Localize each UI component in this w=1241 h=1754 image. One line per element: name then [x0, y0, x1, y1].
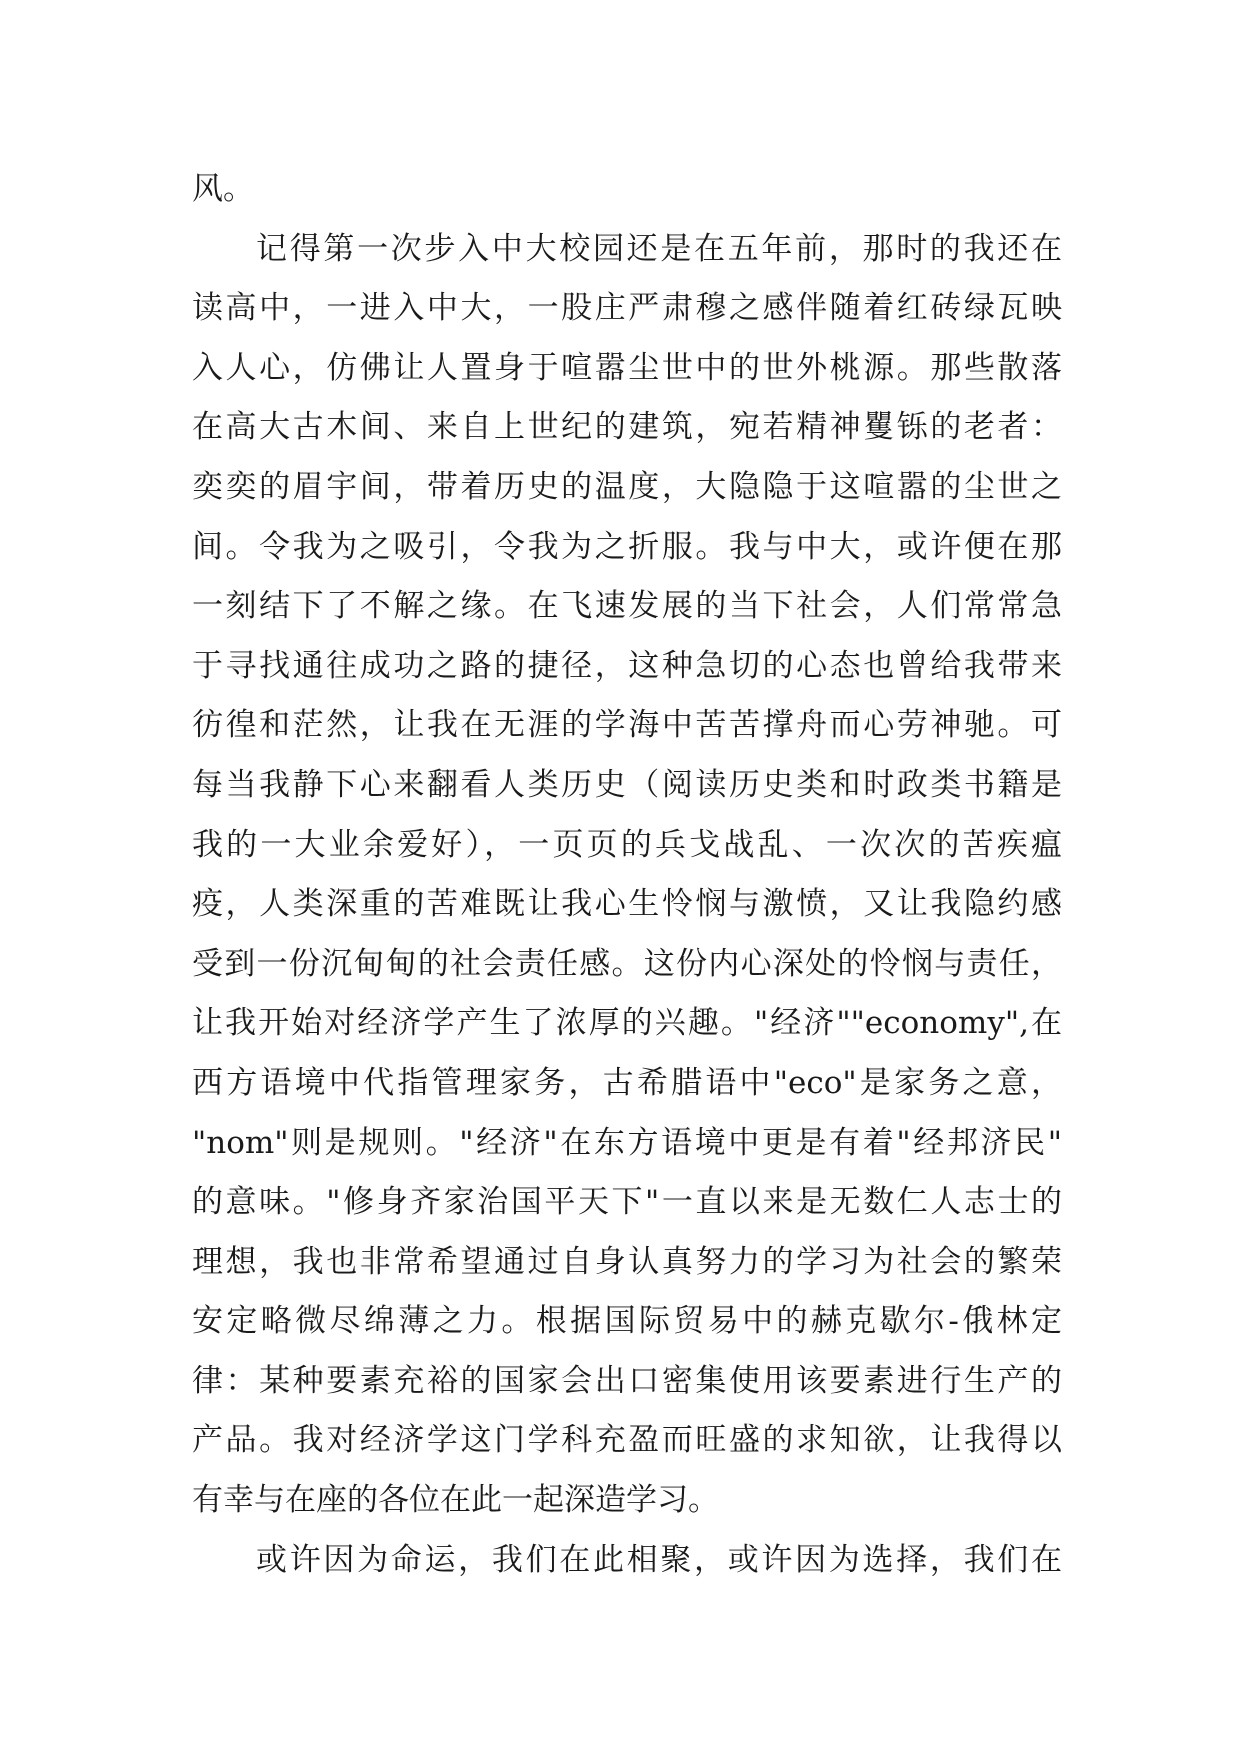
text-line: 奕奕的眉宇间，带着历史的温度，大隐隐于这喧嚣的尘世之 — [192, 468, 1062, 505]
text-line: 我的一大业余爱好），一页页的兵戈战乱、一次次的苦疾瘟 — [192, 826, 1062, 863]
text-line: 每当我静下心来翻看人类历史（阅读历史类和时政类书籍是 — [192, 766, 1062, 803]
text-line: 律：某种要素充裕的国家会出口密集使用该要素进行生产的 — [192, 1362, 1062, 1399]
text-line: 受到一份沉甸甸的社会责任感。这份内心深处的怜悯与责任， — [192, 945, 1062, 982]
text-line: 入人心，仿佛让人置身于喧嚣尘世中的世外桃源。那些散落 — [192, 349, 1062, 386]
text-line: 产品。我对经济学这门学科充盈而旺盛的求知欲，让我得以 — [192, 1422, 1062, 1459]
text-line: 的意味。"修身齐家治国平天下"一直以来是无数仁人志士的 — [192, 1184, 1062, 1221]
text-line: 理想，我也非常希望通过自身认真努力的学习为社会的繁荣 — [192, 1243, 1062, 1280]
text-line: 间。令我为之吸引，令我为之折服。我与中大，或许便在那 — [192, 528, 1062, 565]
text-line: 西方语境中代指管理家务，古希腊语中"eco"是家务之意， — [192, 1064, 1062, 1101]
body-text — [192, 160, 1062, 1590]
text-line: 让我开始对经济学产生了浓厚的兴趣。"经济""economy",在 — [192, 1005, 1062, 1042]
text-line: 安定略微尽绵薄之力。根据国际贸易中的赫克歇尔-俄林定 — [192, 1303, 1062, 1340]
text-line: 一刻结下了不解之缘。在飞速发展的当下社会，人们常常急 — [192, 588, 1062, 625]
text-line: 疫，人类深重的苦难既让我心生怜悯与激愤，又让我隐约感 — [192, 886, 1062, 923]
text-line: 或许因为命运，我们在此相聚，或许因为选择，我们在 — [256, 1541, 1062, 1578]
text-line: "nom"则是规则。"经济"在东方语境中更是有着"经邦济民" — [192, 1124, 1062, 1161]
text-line: 读高中，一进入中大，一股庄严肃穆之感伴随着红砖绿瓦映 — [192, 290, 1062, 327]
text-line: 风。 — [192, 171, 254, 207]
text-line: 记得第一次步入中大校园还是在五年前，那时的我还在 — [256, 230, 1062, 267]
text-line: 于寻找通往成功之路的捷径，这种急切的心态也曾给我带来 — [192, 647, 1062, 684]
text-line: 有幸与在座的各位在此一起深造学习。 — [192, 1482, 719, 1519]
text-line: 彷徨和茫然，让我在无涯的学海中苦苦撑舟而心劳神驰。可 — [192, 707, 1062, 744]
text-line: 在高大古木间、来自上世纪的建筑，宛若精神矍铄的老者： — [192, 409, 1062, 446]
